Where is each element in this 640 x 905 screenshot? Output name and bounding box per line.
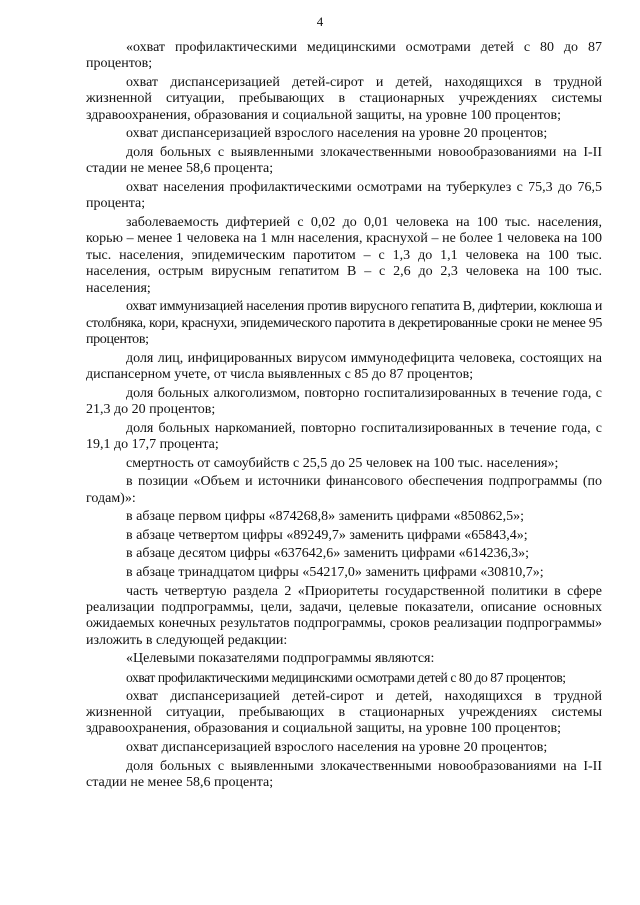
paragraph: в абзаце тринадцатом цифры «54217,0» заменить цифрами «30810,7»; [126, 565, 544, 580]
paragraph: охват иммунизацией населения против вирусного гепатита В, дифтерии, коклюша и столбняка, кори, краснухи, эпидемического паротита в декретированные сроки не менее 95 процентов; [86, 299, 602, 348]
paragraph: смертность от самоубийств с 25,5 до 25 человек на 100 тыс. населения»; [126, 455, 559, 471]
paragraph: «Целевыми показателями подпрограммы являются: [126, 651, 435, 667]
paragraph: в абзаце четвертом цифры «89249,7» заменить цифрами «65843,4»; [126, 527, 528, 543]
paragraph: в абзаце первом цифры «874268,8» заменить цифрами «850862,5»; [126, 509, 524, 525]
document-body [86, 40, 602, 794]
paragraph: доля больных алкоголизмом, повторно госпитализированных в течение года, с 21,3 до 20 процентов; [86, 385, 602, 418]
paragraph: в позиции «Объем и источники финансового обеспечения подпрограммы (по годам)»: [86, 474, 602, 506]
paragraph: доля больных с выявленными злокачественными новообразованиями на I-II стадии не менее 58,6 процента; [86, 758, 602, 790]
page-number: 4 [316, 14, 324, 29]
paragraph: заболеваемость дифтерией с 0,02 до 0,01 человека на 100 тыс. населения, корью – менее 1 человека на 1 млн населения, краснухой – не более 1 человека на 100 тыс. населения, эпидемическим паротитом – с 1,3 до 1,1 человека на 100 тыс. населения, острым вирусным гепатитом В – с 2,6 до 2,3 человека на 100 тыс. населения; [86, 215, 602, 296]
paragraph: доля лиц, инфицированных вирусом иммунодефицита человека, состоящих на диспансерном учете, от числа выявленных с 85 до 87 процентов; [86, 350, 602, 383]
paragraph: часть четвертую раздела 2 «Приоритеты государственной политики в сфере реализации подпрограммы, цели, задачи, целевые показатели, описание основных ожидаемых конечных результатов подпрограммы, сроков реализации подпрограммы» изложить в следующей редакции: [86, 583, 602, 648]
paragraph: доля больных наркоманией, повторно госпитализированных в течение года, с 19,1 до 17,7 процента; [86, 420, 602, 453]
paragraph: охват населения профилактическими осмотрами на туберкулез с 75,3 до 76,5 процента; [86, 180, 602, 212]
paragraph: в абзаце десятом цифры «637642,6» заменить цифрами «614236,3»; [126, 546, 530, 562]
paragraph: доля больных с выявленными злокачественными новообразованиями на I-II стадии не менее 58,6 процента; [86, 145, 602, 177]
paragraph: охват диспансеризацией взрослого населения на уровне 20 процентов; [126, 126, 548, 142]
paragraph: охват профилактическими медицинскими осмотрами детей с 80 до 87 процентов; [126, 670, 566, 685]
paragraph: охват диспансеризацией взрослого населения на уровне 20 процентов; [126, 740, 548, 755]
paragraph: «охват профилактическими медицинскими осмотрами детей с 80 до 87 процентов; [86, 40, 602, 72]
paragraph: охват диспансеризацией детей-сирот и детей, находящихся в трудной жизненной ситуации, пребывающих в стационарных учреждениях системы здравоохранения, образования и социальной защиты, на уровне 100 процентов; [86, 75, 602, 123]
paragraph: охват диспансеризацией детей-сирот и детей, находящихся в трудной жизненной ситуации, пребывающих в стационарных учреждениях системы здравоохранения, образования и социальной защиты, на уровне 100 процентов; [86, 688, 602, 737]
